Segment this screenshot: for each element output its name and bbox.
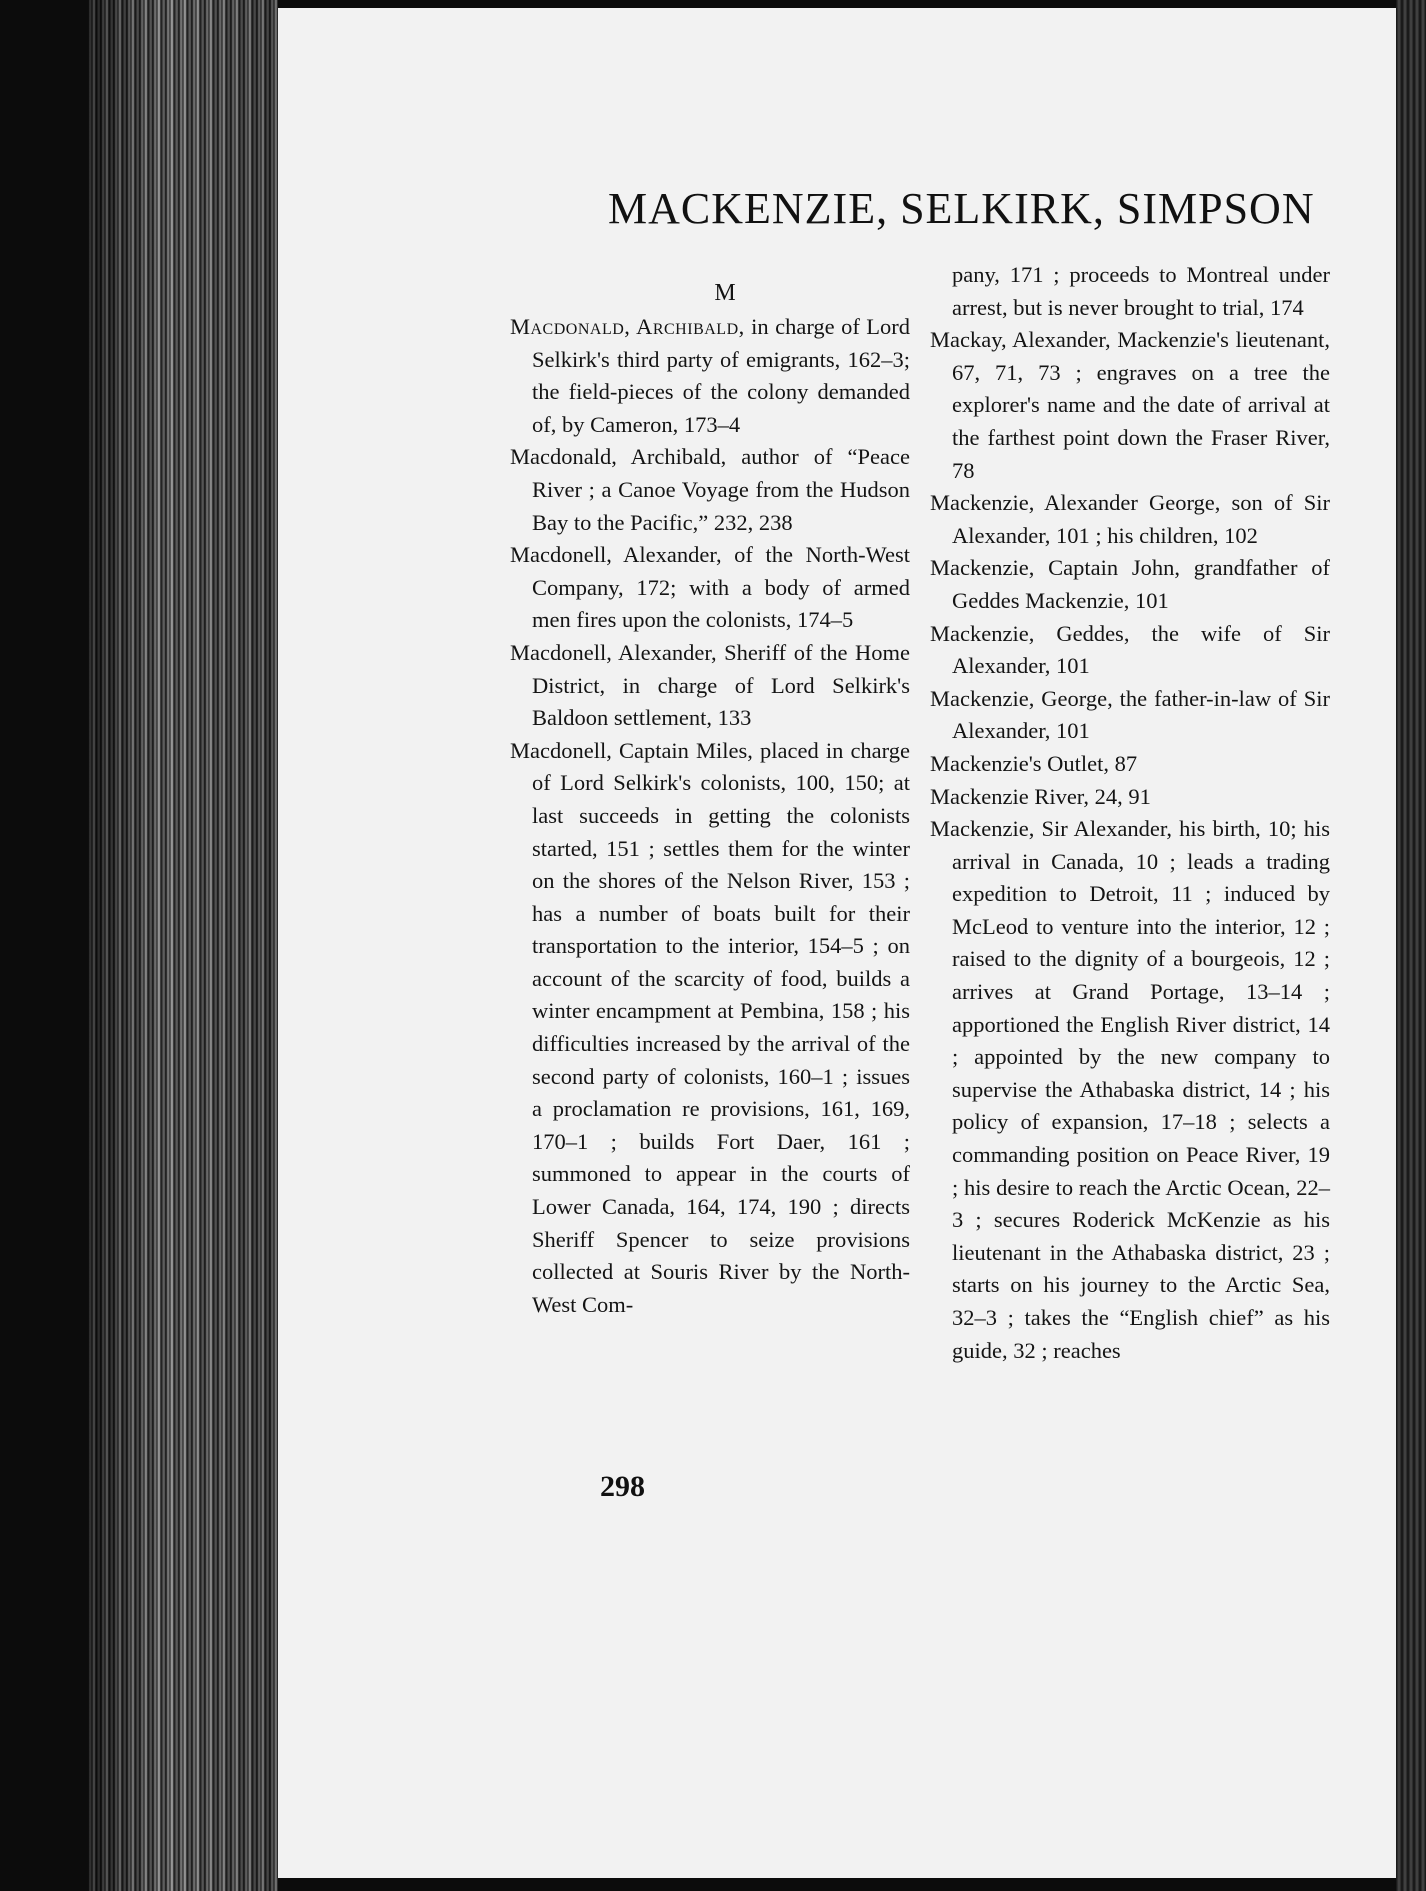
index-entry: Mackenzie River, 24, 91 <box>930 783 1151 809</box>
index-entry: Mackenzie's Outlet, 87 <box>930 750 1138 776</box>
running-head: MACKENZIE, SELKIRK, SIMPSON <box>608 184 1315 233</box>
book-page-edges <box>88 0 278 1891</box>
index-entry: Macdonell, Alexander, of the North-West Company, 172; with a body of armed men fires upon the colonists, 174–5 <box>510 542 910 633</box>
index-entry: Mackenzie, George, the father-in-law of Sir Alexander, 101 <box>930 685 1330 744</box>
index-column-left <box>510 277 910 1321</box>
index-entry: Mackenzie, Alexander George, son of Sir Alexander, 101 ; his children, 102 <box>930 490 1330 548</box>
index-entry: Mackenzie, Sir Alexander, his birth, 10; his arrival in Canada, 10 ; leads a trading expedition to Detroit, 11 ; induced by McLeod to venture into the interior, 12 ; raised to the dignity of a bourgeois, 12 ; arrives at Grand Portage, 13–14 ; apportioned the English River district, 14 ; appointed by the new company to supervise the Athabaska district, 14 ; his policy of expansion, 17–18 ; selects a commanding position on Peace River, 19 ; his desire to reach the Arctic Ocean, 22–3 ; secures Roderick McKenzie as his lieutenant in the Athabaska district, 23 ; starts on his journey to the Arctic Sea, 32–3 ; takes the “English chief” as his guide, 32 ; reaches <box>930 816 1330 1363</box>
entry-lead: Macdonald, Archibald, <box>510 314 745 339</box>
page-number: 298 <box>600 1470 645 1503</box>
index-entry: Mackenzie, Geddes, the wife of Sir Alexander, 101 <box>930 620 1330 679</box>
section-letter: M <box>714 280 736 306</box>
index-entry-continuation: pany, 171 ; proceeds to Montreal under arrest, but is never brought to trial, 174 <box>952 262 1330 320</box>
index-entry: Mackenzie, Captain John, grandfather of Geddes Mackenzie, 101 <box>930 555 1330 613</box>
index-entry <box>510 311 910 441</box>
index-entry: Mackay, Alexander, Mackenzie's lieutenant, 67, 71, 73 ; engraves on a tree the explorer's name and the date of arrival at the farthest point down the Fraser River, 78 <box>930 327 1330 483</box>
entry-text: in charge of Lord Selkirk's third party of emigrants, 162–3; the field-pieces of the colony demanded of, by Cameron, 173–4 <box>532 314 910 437</box>
book-gutter-edge <box>1396 0 1426 1891</box>
index-entry: Macdonald, Archibald, author of “Peace River ; a Canoe Voyage from the Hudson Bay to the Pacific,” 232, 238 <box>510 444 910 535</box>
index-entry: Macdonell, Alexander, Sheriff of the Home District, in charge of Lord Selkirk's Baldoon settlement, 133 <box>510 639 910 731</box>
index-column-right <box>930 259 1330 1367</box>
index-entry: Macdonell, Captain Miles, placed in charge of Lord Selkirk's colonists, 100, 150; at last succeeds in getting the colonists started, 151 ; settles them for the winter on the shores of the Nelson River, 153 ; has a number of boats built for their transportation to the interior, 154–5 ; on account of the scarcity of food, builds a winter encampment at Pembina, 158 ; his difficulties increased by the arrival of the second party of colonists, 160–1 ; issues a proclamation re provisions, 161, 169, 170–1 ; builds Fort Daer, 161 ; summoned to appear in the courts of Lower Canada, 164, 174, 190 ; directs Sheriff Spencer to seize provisions collected at Souris River by the North-West Com- <box>510 737 910 1317</box>
